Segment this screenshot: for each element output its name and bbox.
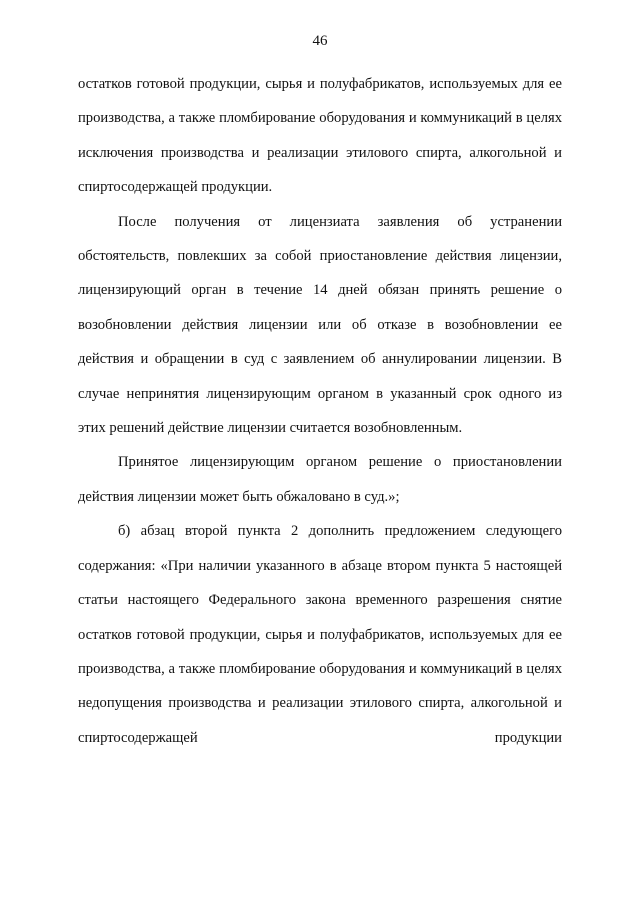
paragraph-continuation: остатков готовой продукции, сырья и полуфабрикатов, используемых для ее производства, а также пломбирование оборудования и коммуникаций в целях исключения производства и реализации этилового спирта, алкогольной и спиртосодержащей продукции.: [78, 76, 562, 196]
paragraph-amendment-b: б) абзац второй пункта 2 дополнить предложением следующего содержания: «При наличии указанного в абзаце втором пункта 5 настоящей статьи настоящего Федерального закона временного разрешения снятие остатков готовой продукции, сырья и полуфабрикатов, используемых для ее производства, а также пломбирование оборудования и коммуникаций в целях недопущения производства и реализации этилового спирта, алкогольной и спиртосодержащей продукции: [78, 523, 562, 746]
page-number: 46: [312, 33, 328, 49]
document-body: [78, 67, 562, 755]
paragraph-license-resumption: После получения от лицензиата заявления об устранении обстоятельств, повлекших за собой приостановление действия лицензии, лицензирующий орган в течение 14 дней обязан принять решение о возобновлении действия лицензии или об отказе в возобновлении ее действия и обращении в суд с заявлением об аннулировании лицензии. В случае непринятия лицензирующим органом в указанный срок одного из этих решений действие лицензии считается возобновленным.: [78, 213, 562, 437]
paragraph-appeal: Принятое лицензирующим органом решение о приостановлении действия лицензии может быть обжаловано в суд.»;: [78, 454, 562, 505]
